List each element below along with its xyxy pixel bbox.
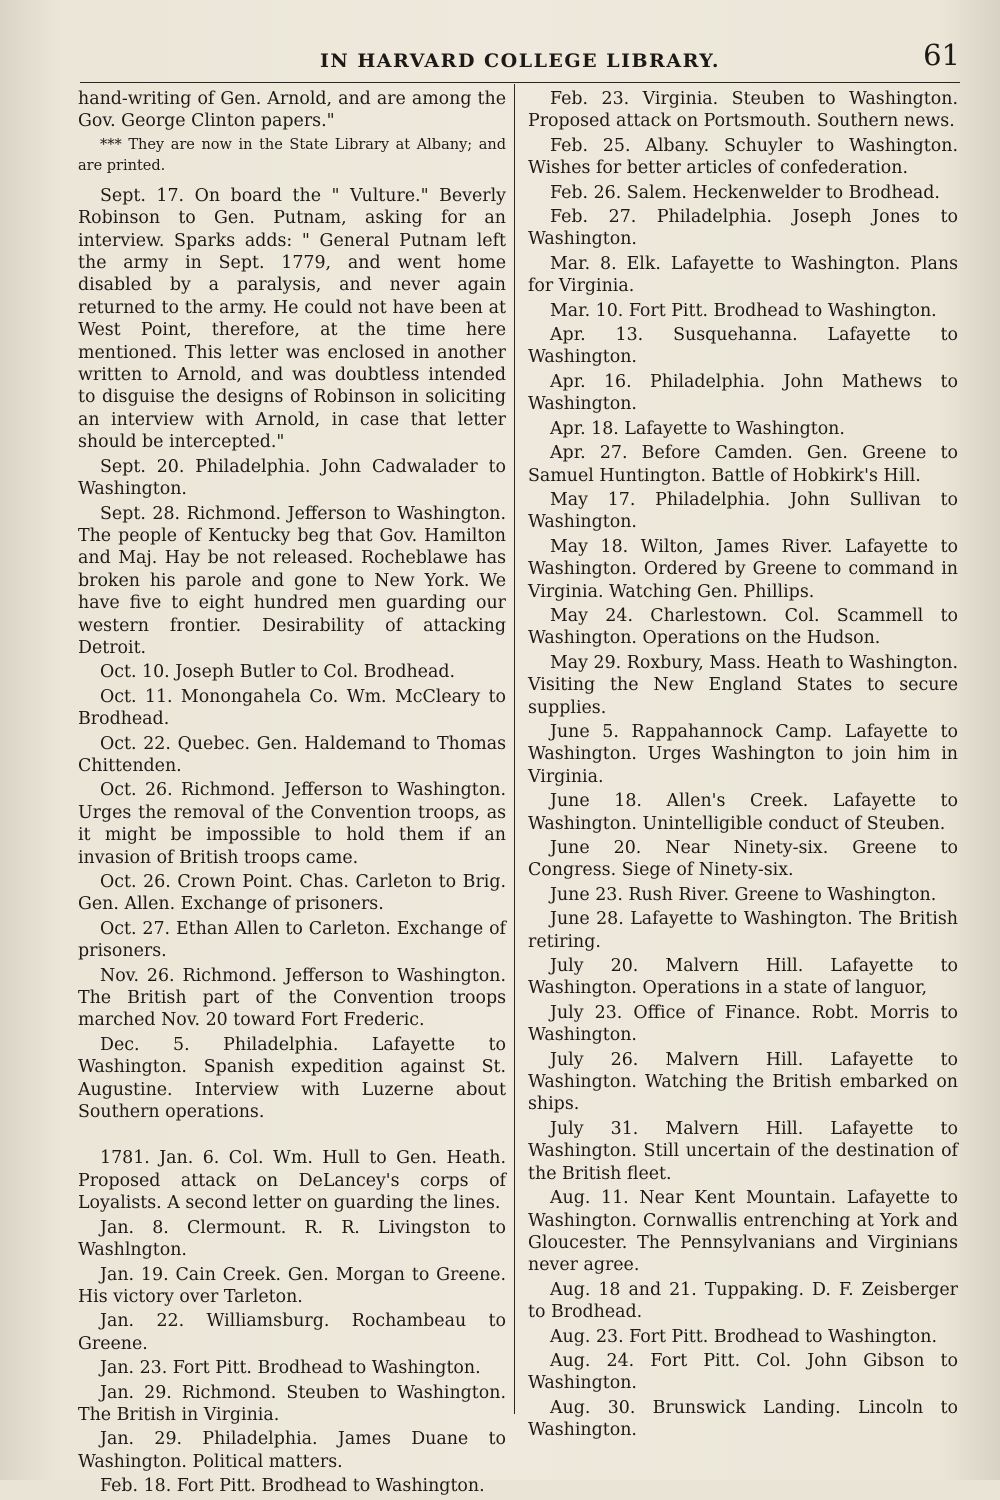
entry-year-start: 1781. Jan. 6. Col. Wm. Hull to Gen. Heath. Proposed attack on DeLancey's corps of Loyalists. A second letter on guarding the lines. — [78, 1148, 506, 1214]
entry: Oct. 10. Joseph Butler to Col. Brodhead. — [100, 662, 456, 683]
entry: Aug. 18 and 21. Tuppaking. D. F. Zeisberger to Brodhead. — [528, 1279, 958, 1323]
header-rule — [80, 82, 960, 83]
entry: June 18. Allen's Creek. Lafayette to Washington. Unintelligible conduct of Steuben. — [528, 791, 958, 834]
entry: June 20. Near Ninety-six. Greene to Congress. Siege of Ninety-six. — [528, 838, 958, 881]
entry: Mar. 10. Fort Pitt. Brodhead to Washington. — [550, 300, 937, 321]
entry: Apr. 16. Philadelphia. John Mathews to Washington. — [528, 371, 958, 415]
entry: Feb. 18. Fort Pitt. Brodhead to Washington. — [100, 1476, 485, 1497]
page-header — [80, 38, 960, 80]
entry: May 24. Charlestown. Col. Scammell to Washington. Operations on the Hudson. — [528, 605, 958, 649]
entry: Sept. 17. On board the " Vulture." Beverly Robinson to Gen. Putnam, asking for an interview. Sparks adds: " General Putnam left the army in Sept. 1779, and went home disabled by a paralysis, and never again returned to the army. He could not have been at West Point, therefore, at the time here mentioned. This letter was enclosed in another written to Arnold, and was doubtless intended to disguise the designs of Robinson in soliciting an interview with Arnold, in case that letter should be intercepted." — [78, 185, 506, 453]
entry: Dec. 5. Philadelphia. Lafayette to Washington. Spanish expedition against St. Augustine. Interview with Luzerne about Southern operations. — [78, 1034, 506, 1123]
entry: Feb. 25. Albany. Schuyler to Washington. Wishes for better articles of confederation. — [528, 135, 958, 179]
entry: Oct. 27. Ethan Allen to Carleton. Exchange of prisoners. — [78, 918, 506, 962]
entry: Oct. 26. Crown Point. Chas. Carleton to Brig. Gen. Allen. Exchange of prisoners. — [78, 872, 506, 915]
entry: Aug. 24. Fort Pitt. Col. John Gibson to Washington. — [528, 1350, 958, 1394]
entry: Feb. 23. Virginia. Steuben to Washington. Proposed attack on Portsmouth. Southern news. — [528, 89, 958, 132]
entry: Apr. 13. Susquehanna. Lafayette to Washington. — [528, 325, 958, 368]
entry: Apr. 27. Before Camden. Gen. Greene to Samuel Huntington. Battle of Hobkirk's Hill. — [528, 443, 958, 486]
entry: Oct. 22. Quebec. Gen. Haldemand to Thomas Chittenden. — [78, 733, 506, 776]
entry: Oct. 11. Monongahela Co. Wm. McCleary to Brodhead. — [78, 686, 506, 730]
right-column — [528, 88, 958, 1444]
left-column — [78, 88, 506, 1500]
entry: June 5. Rappahannock Camp. Lafayette to Washington. Urges Washington to join him in Virginia. — [528, 721, 958, 787]
entry: Aug. 11. Near Kent Mountain. Lafayette to Washington. Cornwallis entrenching at York and Gloucester. The Pennsylvanians and Virginians never agree. — [528, 1188, 958, 1276]
entry: July 20. Malvern Hill. Lafayette to Washington. Operations in a state of languor, — [528, 956, 958, 999]
entry: Jan. 23. Fort Pitt. Brodhead to Washington. — [100, 1358, 481, 1379]
entry: May 17. Philadelphia. John Sullivan to Washington. — [528, 489, 958, 533]
entry: Jan. 29. Philadelphia. James Duane to Washington. Political matters. — [78, 1429, 506, 1472]
entry: June 23. Rush River. Greene to Washington. — [550, 884, 937, 905]
entry: Aug. 30. Brunswick Landing. Lincoln to Washington. — [528, 1397, 958, 1441]
entry: Sept. 28. Richmond. Jefferson to Washington. The people of Kentucky beg that Gov. Hamilton and Maj. Hay be not released. Rocheblawe has broken his parole and gone to New York. We have five to eight hundred men guarding our western frontier. Desirability of attacking Detroit. — [78, 503, 506, 658]
entry: June 28. Lafayette to Washington. The British retiring. — [528, 909, 958, 952]
entry: May 18. Wilton, James River. Lafayette to Washington. Ordered by Greene to command in Virginia. Watching Gen. Phillips. — [528, 536, 958, 602]
entry: July 26. Malvern Hill. Lafayette to Washington. Watching the British embarked on ships. — [528, 1049, 958, 1115]
entry: Oct. 26. Richmond. Jefferson to Washington. Urges the removal of the Convention troops, as it might be impossible to hold them if an invasion of British troops came. — [78, 780, 506, 868]
entry: Sept. 20. Philadelphia. John Cadwalader to Washington. — [78, 456, 506, 500]
entry: Feb. 26. Salem. Heckenwelder to Brodhead. — [550, 182, 940, 203]
page-number: 61 — [923, 38, 960, 72]
entry: July 31. Malvern Hill. Lafayette to Washington. Still uncertain of the destination of the British fleet. — [528, 1118, 958, 1184]
entry: Feb. 27. Philadelphia. Joseph Jones to Washington. — [528, 207, 958, 250]
entry: Jan. 8. Clermount. R. R. Livingston to Washlngton. — [78, 1217, 506, 1261]
entry: Nov. 26. Richmond. Jefferson to Washington. The British part of the Convention troops marched Nov. 20 toward Fort Frederic. — [78, 965, 506, 1031]
column-divider — [514, 84, 515, 1414]
entry: Aug. 23. Fort Pitt. Brodhead to Washington. — [550, 1326, 937, 1347]
entry: July 23. Office of Finance. Robt. Morris to Washington. — [528, 1002, 958, 1046]
entry: Mar. 8. Elk. Lafayette to Washington. Plans for Virginia. — [528, 253, 958, 297]
entry-continuation: hand-writing of Gen. Arnold, and are among the Gov. George Clinton papers." — [78, 89, 506, 132]
running-head: IN HARVARD COLLEGE LIBRARY. — [319, 50, 721, 72]
entry: Jan. 22. Williamsburg. Rochambeau to Greene. — [78, 1311, 506, 1354]
entry: May 29. Roxbury, Mass. Heath to Washington. Visiting the New England States to secure supplies. — [528, 652, 958, 718]
entry: Jan. 19. Cain Creek. Gen. Morgan to Greene. His victory over Tarleton. — [78, 1264, 506, 1307]
entry: Jan. 29. Richmond. Steuben to Washington. The British in Virginia. — [78, 1382, 506, 1425]
entry: Apr. 18. Lafayette to Washington. — [550, 418, 845, 439]
footnote: *** They are now in the State Library at Albany; and are printed. — [78, 136, 506, 174]
